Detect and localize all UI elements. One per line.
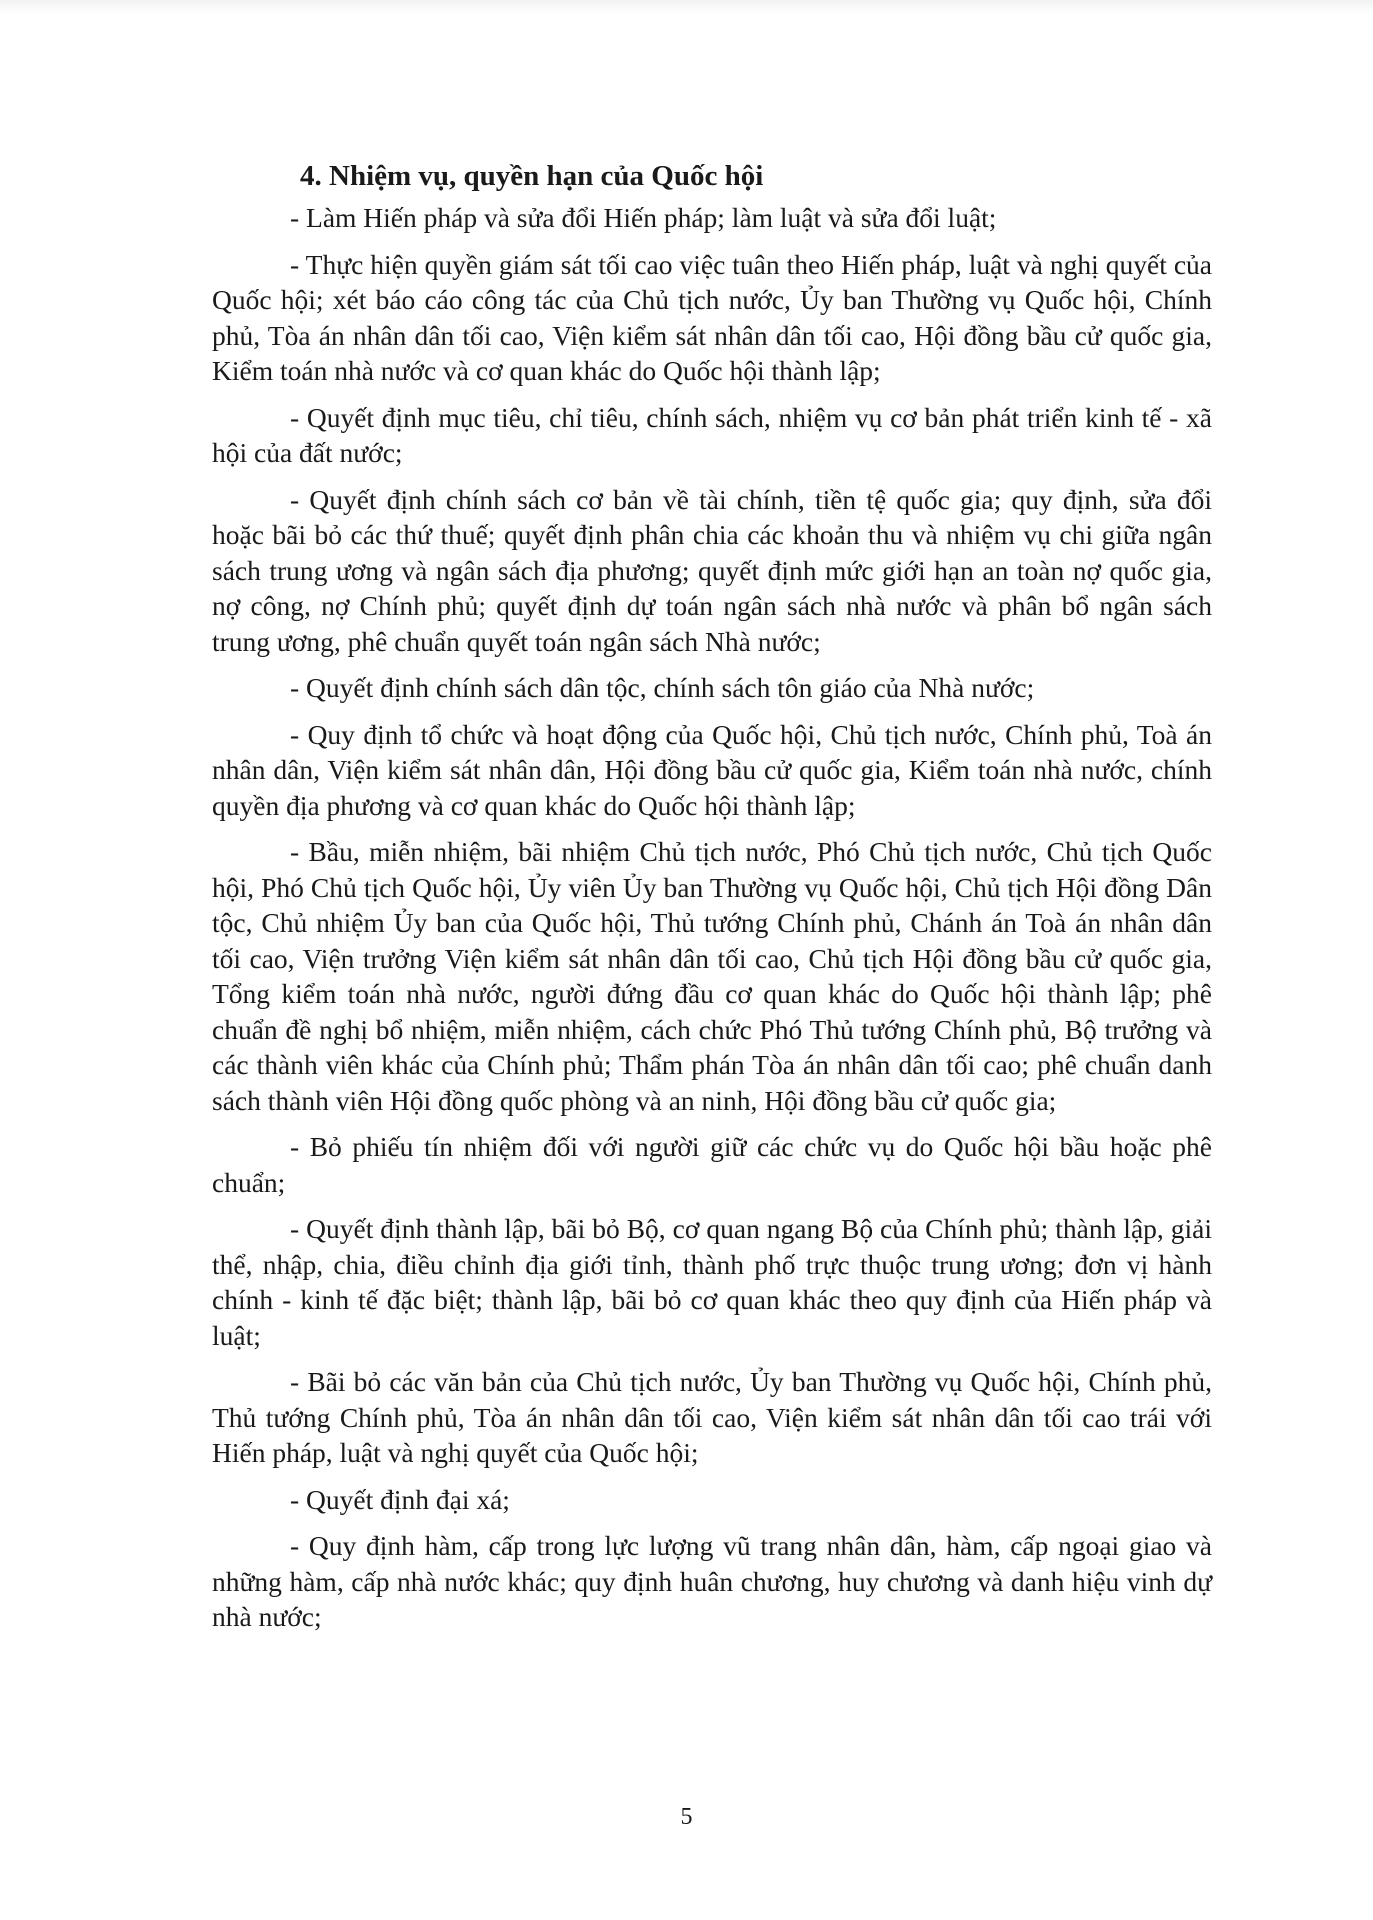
scan-edge bbox=[0, 0, 1373, 14]
paragraph: - Quyết định chính sách dân tộc, chính sách tôn giáo của Nhà nước; bbox=[290, 672, 1035, 703]
paragraph: - Bãi bỏ các văn bản của Chủ tịch nước, Ủy ban Thường vụ Quốc hội, Chính phủ, Thủ tướng Chính phủ, Tòa án nhân dân tối cao, Viện kiểm sát nhân dân tối cao trái với Hiến pháp, luật và nghị quyết của Quốc hội; bbox=[212, 1366, 1212, 1468]
page-number: 5 bbox=[680, 1804, 693, 1830]
document-page bbox=[212, 158, 1212, 1646]
paragraph: - Quyết định thành lập, bãi bỏ Bộ, cơ quan ngang Bộ của Chính phủ; thành lập, giải thể, nhập, chia, điều chỉnh địa giới tỉnh, thành phố trực thuộc trung ương; đơn vị hành chính - kinh tế đặc biệt; thành lập, bãi bỏ cơ quan khác theo quy định của Hiến pháp và luật; bbox=[212, 1213, 1212, 1351]
paragraph: - Quy định hàm, cấp trong lực lượng vũ trang nhân dân, hàm, cấp ngoại giao và những hàm, cấp nhà nước khác; quy định huân chương, huy chương và danh hiệu vinh dự nhà nước; bbox=[212, 1530, 1212, 1632]
paragraph: - Thực hiện quyền giám sát tối cao việc tuân theo Hiến pháp, luật và nghị quyết của Quốc hội; xét báo cáo công tác của Chủ tịch nước, Ủy ban Thường vụ Quốc hội, Chính phủ, Tòa án nhân dân tối cao, Viện kiểm sát nhân dân tối cao, Hội đồng bầu cử quốc gia, Kiểm toán nhà nước và cơ quan khác do Quốc hội thành lập; bbox=[212, 248, 1212, 386]
paragraph: - Bỏ phiếu tín nhiệm đối với người giữ các chức vụ do Quốc hội bầu hoặc phê chuẩn; bbox=[212, 1131, 1212, 1198]
paragraph: - Bầu, miễn nhiệm, bãi nhiệm Chủ tịch nước, Phó Chủ tịch nước, Chủ tịch Quốc hội, Phó Chủ tịch Quốc hội, Ủy viên Ủy ban Thường vụ Quốc hội, Chủ tịch Hội đồng Dân tộc, Chủ nhiệm Ủy ban của Quốc hội, Thủ tướng Chính phủ, Chánh án Toà án nhân dân tối cao, Viện trưởng Viện kiểm sát nhân dân tối cao, Chủ tịch Hội đồng bầu cử quốc gia, Tổng kiểm toán nhà nước, người đứng đầu cơ quan khác do Quốc hội thành lập; phê chuẩn đề nghị bổ nhiệm, miễn nhiệm, cách chức Phó Thủ tướng Chính phủ, Bộ trưởng và các thành viên khác của Chính phủ; Thẩm phán Tòa án nhân dân tối cao; phê chuẩn danh sách thành viên Hội đồng quốc phòng và an ninh, Hội đồng bầu cử quốc gia; bbox=[212, 836, 1212, 1116]
paragraph: - Quyết định mục tiêu, chỉ tiêu, chính sách, nhiệm vụ cơ bản phát triển kinh tế - xã hội của đất nước; bbox=[212, 401, 1212, 468]
paragraph: - Làm Hiến pháp và sửa đổi Hiến pháp; làm luật và sửa đổi luật; bbox=[290, 202, 997, 233]
paragraph: - Quyết định chính sách cơ bản về tài chính, tiền tệ quốc gia; quy định, sửa đổi hoặc bãi bỏ các thứ thuế; quyết định phân chia các khoản thu và nhiệm vụ chi giữa ngân sách trung ương và ngân sách địa phương; quyết định mức giới hạn an toàn nợ quốc gia, nợ công, nợ Chính phủ; quyết định dự toán ngân sách nhà nước và phân bổ ngân sách trung ương, phê chuẩn quyết toán ngân sách Nhà nước; bbox=[212, 483, 1212, 657]
paragraph: - Quyết định đại xá; bbox=[290, 1483, 510, 1515]
section-heading: 4. Nhiệm vụ, quyền hạn của Quốc hội bbox=[300, 160, 764, 192]
paragraph: - Quy định tổ chức và hoạt động của Quốc hội, Chủ tịch nước, Chính phủ, Toà án nhân dân, Viện kiểm sát nhân dân, Hội đồng bầu cử quốc gia, Kiểm toán nhà nước, chính quyền địa phương và cơ quan khác do Quốc hội thành lập; bbox=[212, 718, 1212, 821]
